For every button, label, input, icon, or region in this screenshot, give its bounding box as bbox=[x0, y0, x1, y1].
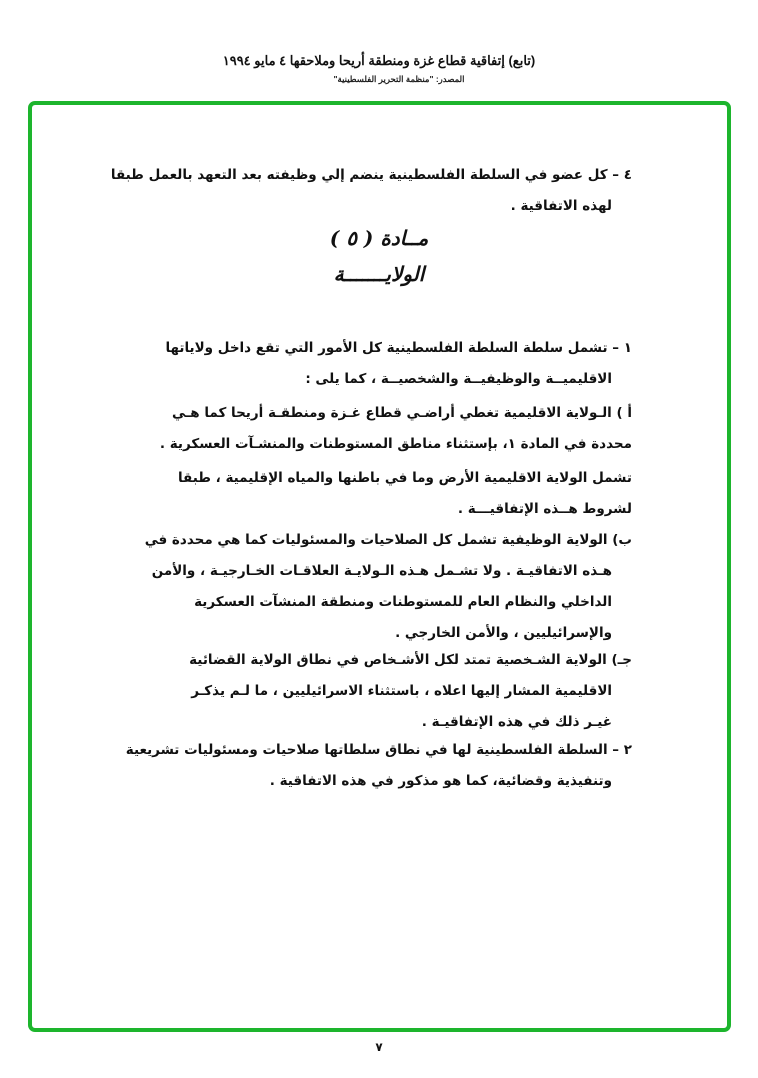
text-line: تشمل الولاية الاقليمية الأرض وما في باطنها والمياه الإقليمية ، طبقا bbox=[177, 470, 632, 486]
text-line: ١ – تشمل سلطة السلطة الفلسطينية كل الأمور التي تقع داخل ولاياتها bbox=[165, 340, 632, 356]
text-line: ٢ – السلطة الفلسطينية لها في نطاق سلطاتها صلاحيات ومسئوليات تشريعية bbox=[125, 742, 632, 758]
clause-1a bbox=[160, 398, 632, 460]
clause-1c bbox=[189, 645, 632, 738]
clause-2 bbox=[126, 735, 632, 797]
clause-4 bbox=[111, 160, 632, 222]
text-line: الاقليميــة والوظيفيــة والشخصيــة ، كما يلى : bbox=[305, 371, 612, 387]
document-body bbox=[110, 0, 632, 1078]
text-line: الاقليمية المشار إليها اعلاه ، باستثناء الاسرائيليين ، ما لـم يذكـر bbox=[191, 683, 612, 699]
clause-1 bbox=[165, 333, 632, 395]
text-line: محددة في المادة ١، بإستثناء مناطق المستوطنات والمنشـآت العسكرية . bbox=[159, 436, 632, 452]
article-subtitle: الولايـــــــة bbox=[333, 262, 425, 286]
text-line: والإسرائيليين ، والأمن الخارجي . bbox=[395, 625, 612, 641]
document-source: المصدر: "منظمة التحرير الفلسطينية" bbox=[333, 74, 465, 84]
text-line: لهذه الاتفاقية . bbox=[510, 198, 612, 214]
clause-1a-continued bbox=[178, 463, 632, 525]
article-title: مــادة ( ٥ ) bbox=[329, 226, 429, 250]
text-line: أ ) الـولاية الاقليمية تغطي أراضـي قطاع غـزة ومنطقـة أريحا كما هـي bbox=[172, 405, 632, 421]
text-line: ٤ – كل عضو في السلطة الفلسطينية ينضم إلي وظيفته بعد التعهد بالعمل طبقا bbox=[110, 167, 632, 183]
text-line: ب) الولاية الوظيفية تشمل كل الصلاحيات والمسئوليات كما هي محددة في bbox=[144, 532, 632, 548]
text-line: غيـر ذلك في هذه الإتفاقيـة . bbox=[421, 714, 612, 730]
text-line: وتنفيذية وقضائية، كما هو مذكور في هذه الاتفاقية . bbox=[269, 773, 612, 789]
text-line: جـ) الولاية الشـخصية تمتد لكل الأشـخاص في نطاق الولاية القضائية bbox=[189, 652, 632, 668]
page-number: ٧ bbox=[375, 1040, 383, 1054]
clause-1b bbox=[145, 525, 632, 649]
document-title: (تابع) إتفاقية قطاع غزة ومنطقة أريحا وملاحقها ٤ مايو ١٩٩٤ bbox=[222, 53, 536, 68]
text-line: هـذه الاتفاقيـة . ولا تشـمل هـذه الـولايـة العلاقـات الخـارجيـة ، والأمن bbox=[151, 563, 612, 579]
text-line: الداخلي والنظام العام للمستوطنات ومنطقة المنشآت العسكرية bbox=[194, 594, 612, 610]
text-line: لشروط هــذه الإتفاقيـــة . bbox=[457, 501, 632, 517]
